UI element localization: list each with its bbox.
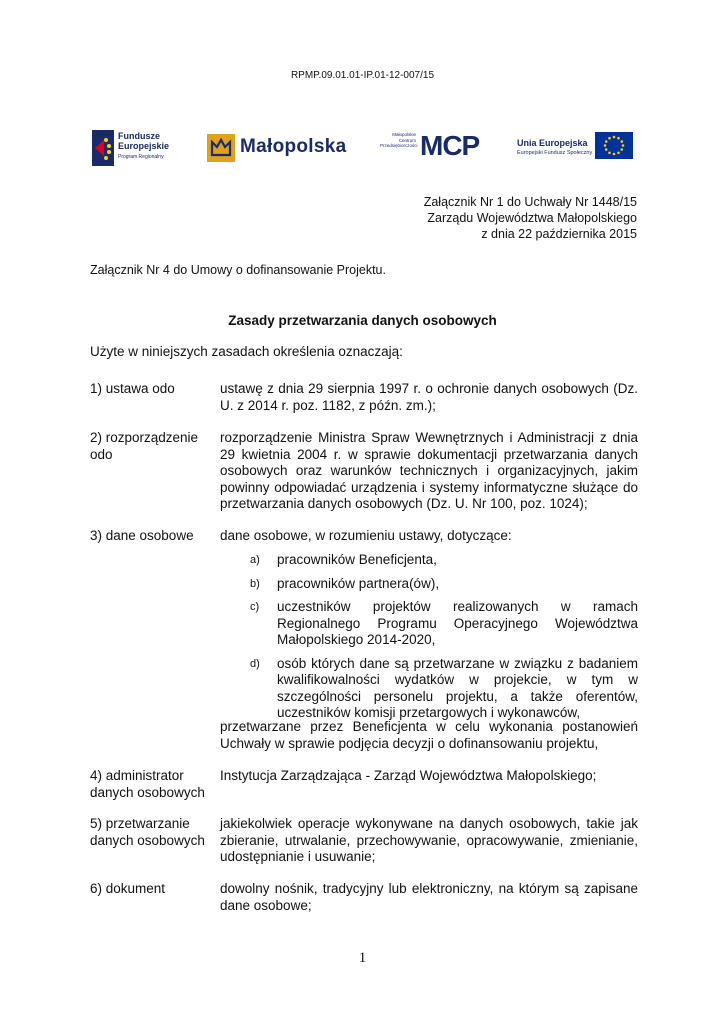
- list-item-text: pracowników partnera(ów),: [277, 575, 440, 591]
- definition-text-3: dane osobowe, w rozumieniu ustawy, dotyczące:: [220, 528, 512, 543]
- attachment-line-3: z dnia 22 października 2015: [481, 227, 637, 241]
- list-marker: c): [250, 601, 260, 613]
- logo-bar: [92, 128, 632, 168]
- unia-europejska-logo: [517, 128, 632, 168]
- list-marker: b): [250, 577, 260, 590]
- ue-subtitle: Europejski Fundusz Społeczny: [517, 150, 593, 156]
- definition-text-1: ustawę z dnia 29 sierpnia 1997 r. o ochronie danych osobowych (Dz. U. z 2014 r. poz. 1182, z późn. zm.);: [220, 381, 638, 413]
- malopolska-logo: [207, 128, 357, 168]
- fe-line2: Europejskie: [118, 141, 170, 151]
- ue-title: Unia Europejska: [517, 138, 588, 148]
- attachment-line-2: Zarządu Województwa Małopolskiego: [427, 211, 637, 225]
- definition-text-4: Instytucja Zarządzająca - Zarząd Województwa Małopolskiego;: [220, 768, 597, 783]
- definition-term-3: 3) dane osobowe: [90, 528, 194, 543]
- definition-term-2: 2) rozporządzenie odo: [90, 430, 199, 462]
- list-marker: a): [250, 554, 260, 566]
- document-title: Zasady przetwarzania danych osobowych: [228, 313, 497, 328]
- eu-flag-icon: [595, 132, 633, 159]
- list-item-text: osób których dane są przetwarzane w związku z badaniem kwalifikowalności wydatków w projekcie, w tym w szczególności personelu projektu, a także oferentów, uczestników komisji przetargowych i wykonawców,: [277, 655, 638, 720]
- attachment-line-1: Załącznik Nr 1 do Uchwały Nr 1448/15: [423, 195, 637, 209]
- mcp-small-text: Małopolskie Centrum Przedsiębiorczości: [380, 132, 418, 148]
- definition-3-list: [250, 552, 638, 729]
- definition-text-6: dowolny nośnik, tradycyjny lub elektroniczny, na którym są zapisane dane osobowe;: [220, 881, 638, 913]
- intro-text: Użyte w niniejszych zasadach określenia oznaczają:: [90, 344, 403, 359]
- mcp-letters: MCP: [420, 130, 480, 161]
- definition-text-5: jakiekolwiek operacje wykonywane na danych osobowych, takie jak zbieranie, utrwalanie, przechowywanie, opracowywanie, zmienianie, udostępnianie i usuwanie;: [220, 816, 638, 864]
- contract-attachment-note: Załącznik Nr 4 do Umowy o dofinansowanie Projektu.: [90, 263, 386, 277]
- list-item-text: uczestników projektów realizowanych w ramach Regionalnego Programu Operacyjnego Województwa Małopolskiego 2014-2020,: [277, 599, 638, 647]
- page-number: 1: [358, 950, 367, 966]
- mcp-logo: [380, 128, 490, 168]
- definition-term-1: 1) ustawa odo: [90, 381, 175, 396]
- definition-text-2: rozporządzenie Ministra Spraw Wewnętrznych i Administracji z dnia 29 kwietnia 2004 r. w sprawie dokumentacji przetwarzania danych osobowych oraz warunków technicznych i organizacyjnych, jakim powinny odpowiadać urządzenia i systemy informatyczne służące do przetwarzania danych osobowych (Dz. U. Nr 100, poz. 1024);: [220, 430, 638, 511]
- list-marker: d): [250, 657, 260, 670]
- fe-line1: Fundusze: [118, 131, 160, 141]
- definition-term-4: 4) administrator danych osobowych: [90, 768, 205, 800]
- definition-term-5: 5) przetwarzanie danych osobowych: [90, 816, 205, 848]
- malopolska-crown-icon: [207, 134, 235, 162]
- fe-line3: Program Regionalny: [118, 154, 164, 160]
- list-item: [250, 576, 638, 593]
- list-item: [250, 552, 638, 569]
- attachment-note: [424, 194, 637, 242]
- fe-star-icon: [92, 130, 114, 166]
- list-item: [250, 656, 638, 722]
- document-reference: RPMP.09.01.01-IP.01-12-007/15: [290, 70, 435, 81]
- fundusze-europejskie-logo: [92, 128, 192, 168]
- malopolska-text: Małopolska: [240, 136, 347, 157]
- list-item-text: pracowników Beneficjenta,: [277, 552, 437, 567]
- definition-term-6: 6) dokument: [90, 881, 166, 896]
- list-item: [250, 599, 638, 649]
- definition-3-after-text: przetwarzane przez Beneficjenta w celu wykonania postanowień Uchwały w sprawie podjęcia decyzji o dofinansowaniu projektu,: [220, 719, 638, 751]
